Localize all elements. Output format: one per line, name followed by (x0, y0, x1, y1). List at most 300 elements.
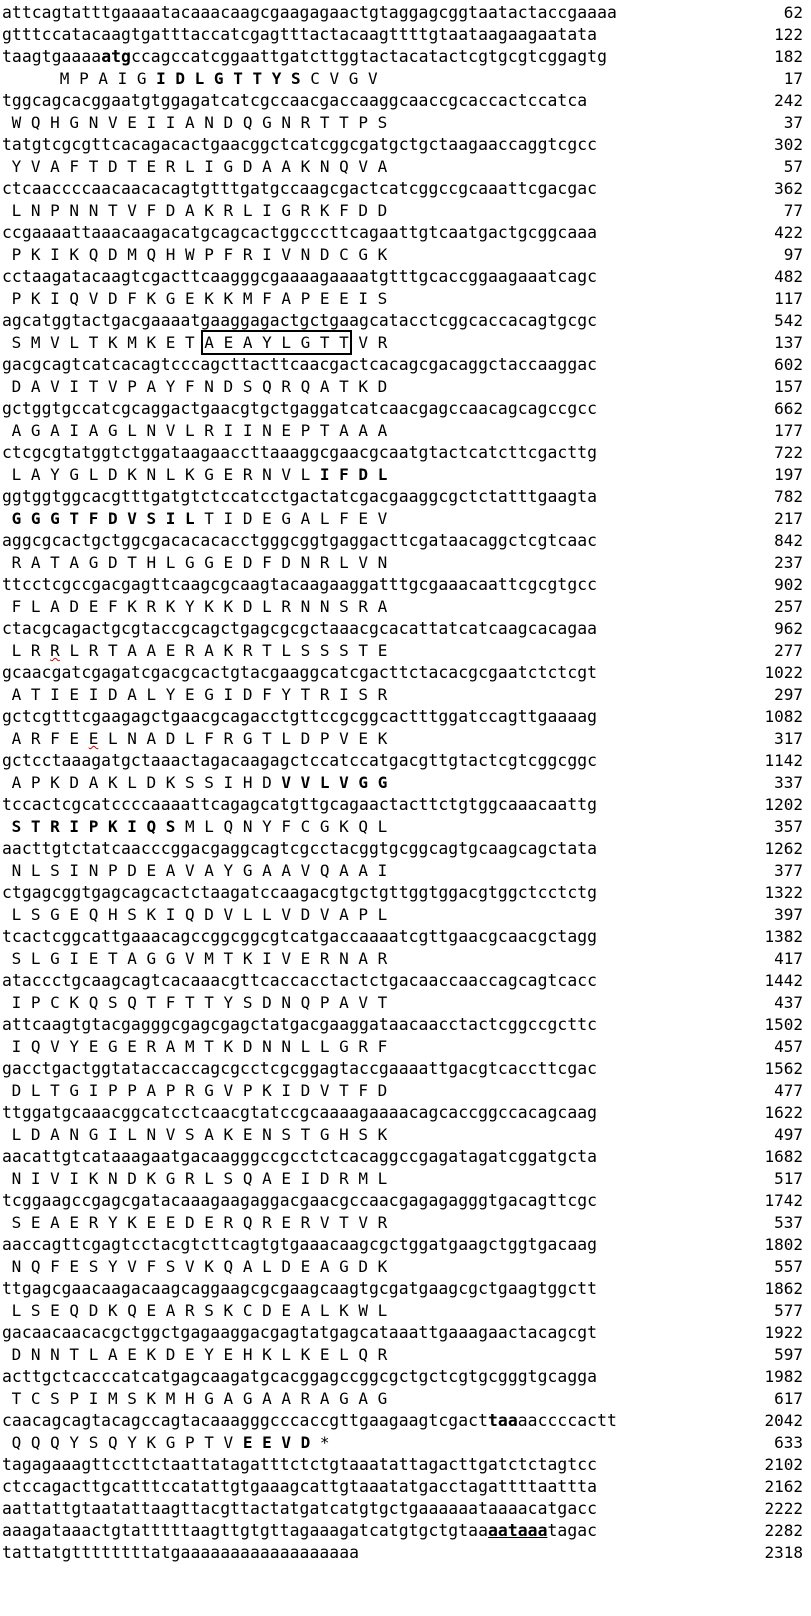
sequence-segment: ctcgcgtatggtctggataagaaccttaaaggcgaacgcaatgtactcatcttcgacttg (2, 443, 598, 462)
nucleotide-row (0, 134, 811, 156)
nucleotide-row (0, 46, 811, 68)
sequence-segment: T C S P I M S K M H G A G A A R A G A G (2, 1389, 388, 1408)
sequence-segment: S M V L T K M K E T (2, 333, 205, 352)
sequence-segment: S E A E R Y K E E D E R Q R E R V T V R (2, 1213, 388, 1232)
nucleotide-row (0, 882, 811, 904)
nucleotide-sequence (2, 3, 617, 22)
nucleotide-row (0, 178, 811, 200)
residue-position-number: 417 (774, 949, 803, 968)
sequence-segment: tcggaagccgagcgatacaaagaagaggacgaacgccaacgagagagggtgacagttcgc (2, 1191, 598, 1210)
nucleotide-row (0, 1014, 811, 1036)
nucleotide-sequence (2, 443, 597, 462)
residue-position-number: 237 (774, 553, 803, 572)
residue-position-number: 297 (774, 685, 803, 704)
nucleotide-position-number: 62 (783, 3, 803, 22)
amino-acid-sequence (2, 1257, 387, 1276)
sequence-segment: ctccagacttgcatttccatattgtgaaagcattgtaaatatgacctagattttaattta (2, 1477, 598, 1496)
sequence-segment: gacaacaacacgctggctgagaaggacgagtatgagcataaattgaaagaactacagcgt (2, 1323, 598, 1342)
amino-acid-sequence (2, 421, 387, 440)
sequence-segment: D A V I T V P A Y F N D S Q R Q A T K D (2, 377, 388, 396)
nucleotide-sequence (2, 1411, 617, 1430)
sequence-segment: M P A I G (2, 69, 157, 88)
nucleotide-position-number: 2282 (764, 1521, 803, 1540)
residue-position-number: 437 (774, 993, 803, 1012)
residue-position-number: 537 (774, 1213, 803, 1232)
amino-acid-row (0, 156, 811, 178)
sequence-segment-emphasized: taa (487, 1411, 518, 1430)
nucleotide-sequence (2, 575, 597, 594)
nucleotide-sequence (2, 91, 587, 110)
residue-position-number: 177 (774, 421, 803, 440)
nucleotide-sequence (2, 1147, 597, 1166)
sequence-segment: ttcctcgccgacgagttcaagcgcaagtacaagaaggatttgcgaaacaattcgcgtgcc (2, 575, 598, 594)
residue-position-number: 457 (774, 1037, 803, 1056)
nucleotide-position-number: 2102 (764, 1455, 803, 1474)
nucleotide-row (0, 706, 811, 728)
sequence-segment: gtttccatacaagtgatttaccatcgagtttactacaagttttgtaataagaagaatata (2, 25, 598, 44)
amino-acid-row (0, 728, 811, 750)
amino-acid-row (0, 1036, 811, 1058)
amino-acid-sequence (2, 465, 387, 484)
residue-position-number: 557 (774, 1257, 803, 1276)
amino-acid-sequence (2, 245, 387, 264)
nucleotide-sequence (2, 311, 597, 330)
sequence-segment: gcaacgatcgagatcgacgcactgtacgaaggcatcgacttctacacgcgaatctctcgt (2, 663, 598, 682)
amino-acid-sequence (2, 817, 387, 836)
sequence-segment: aacttgtctatcaacccggacgaggcagtcgcctacggtgcggcagtgcaagcagctata (2, 839, 598, 858)
nucleotide-row (0, 530, 811, 552)
amino-acid-sequence (2, 861, 387, 880)
sequence-segment: ctgagcggtgagcagcactctaagatccaagacgtgctgttggtggacgtggctcctctg (2, 883, 598, 902)
nucleotide-position-number: 842 (774, 531, 803, 550)
nucleotide-position-number: 1862 (764, 1279, 803, 1298)
nucleotide-sequence (2, 971, 597, 990)
amino-acid-row (0, 420, 811, 442)
nucleotide-sequence (2, 355, 597, 374)
residue-position-number: 57 (783, 157, 803, 176)
sequence-segment: A P K D A K L D K S S I H D (2, 773, 282, 792)
amino-acid-row (0, 684, 811, 706)
nucleotide-row (0, 926, 811, 948)
amino-acid-row (0, 904, 811, 926)
nucleotide-position-number: 1322 (764, 883, 803, 902)
sequence-segment-emphasized: I F D L (319, 465, 388, 484)
residue-position-number: 357 (774, 817, 803, 836)
nucleotide-position-number: 362 (774, 179, 803, 198)
nucleotide-sequence (2, 399, 597, 418)
sequence-segment-spellcheck-marked: E (88, 729, 99, 748)
sequence-segment: I P C K Q S Q T F T T Y S D N Q P A V T (2, 993, 388, 1012)
sequence-segment-emphasized: atg (101, 47, 131, 66)
residue-position-number: 197 (774, 465, 803, 484)
sequence-segment: P K I Q V D F K G E K K M F A P E E I S (2, 289, 388, 308)
sequence-segment: N I V I K N D K G R L S Q A E I D R M L (2, 1169, 388, 1188)
nucleotide-row (0, 1366, 811, 1388)
amino-acid-row (0, 508, 811, 530)
nucleotide-sequence (2, 1521, 597, 1540)
sequence-segment: tagac (547, 1521, 598, 1540)
amino-acid-sequence (2, 377, 387, 396)
nucleotide-position-number: 662 (774, 399, 803, 418)
amino-acid-row (0, 464, 811, 486)
amino-acid-row (0, 816, 811, 838)
sequence-segment-emphasized: G G G T F D V S I L (2, 509, 195, 528)
nucleotide-sequence (2, 487, 597, 506)
nucleotide-sequence (2, 1499, 597, 1518)
residue-position-number: 317 (774, 729, 803, 748)
nucleotide-row (0, 750, 811, 772)
nucleotide-sequence (2, 663, 597, 682)
nucleotide-position-number: 1502 (764, 1015, 803, 1034)
nucleotide-sequence (2, 1477, 597, 1496)
nucleotide-position-number: 302 (774, 135, 803, 154)
sequence-segment: Q Q Q Y S Q Y K G P T V (2, 1433, 243, 1452)
nucleotide-row (0, 1322, 811, 1344)
sequence-segment-emphasized: E E V D (242, 1433, 311, 1452)
nucleotide-row (0, 574, 811, 596)
sequence-segment: M L Q N Y F C G K Q L (175, 817, 388, 836)
nucleotide-row (0, 1476, 811, 1498)
amino-acid-sequence (2, 1345, 387, 1364)
nucleotide-row (0, 1190, 811, 1212)
nucleotide-row (0, 838, 811, 860)
amino-acid-row (0, 112, 811, 134)
nucleotide-sequence (2, 267, 597, 286)
sequence-segment-emphasized: aataaa (487, 1521, 548, 1540)
sequence-segment: aattattgtaatattaagttacgttactatgatcatgtgctgaaaaaataaaacatgacc (2, 1499, 598, 1518)
nucleotide-sequence (2, 25, 597, 44)
residue-position-number: 97 (783, 245, 803, 264)
nucleotide-position-number: 1022 (764, 663, 803, 682)
residue-position-number: 397 (774, 905, 803, 924)
nucleotide-position-number: 2042 (764, 1411, 803, 1430)
nucleotide-row (0, 662, 811, 684)
amino-acid-sequence (2, 597, 387, 616)
nucleotide-position-number: 1922 (764, 1323, 803, 1342)
sequence-segment: cctaagatacaagtcgacttcaagggcgaaaagaaaatgtttgcaccggaagaaatcagc (2, 267, 598, 286)
amino-acid-sequence (2, 1213, 387, 1232)
amino-acid-sequence (2, 333, 387, 352)
nucleotide-row (0, 1410, 811, 1432)
sequence-segment: R A T A G D T H L G G E D F D N R L V N (2, 553, 388, 572)
nucleotide-row (0, 1278, 811, 1300)
sequence-segment: taagtgaaaa (2, 47, 102, 66)
amino-acid-row (0, 860, 811, 882)
sequence-segment: N L S I N P D E A V A Y G A A V Q A A I (2, 861, 388, 880)
nucleotide-position-number: 1682 (764, 1147, 803, 1166)
nucleotide-position-number: 722 (774, 443, 803, 462)
nucleotide-sequence (2, 223, 597, 242)
amino-acid-row (0, 1124, 811, 1146)
sequence-segment: N Q F E S Y V F S V K Q A L D E A G D K (2, 1257, 388, 1276)
sequence-segment: tatgtcgcgttcacagacactgaacggctcatcggcgatgctgctaagaaccaggtcgcc (2, 135, 598, 154)
nucleotide-row (0, 1454, 811, 1476)
amino-acid-row (0, 1344, 811, 1366)
nucleotide-position-number: 1802 (764, 1235, 803, 1254)
nucleotide-row (0, 1542, 811, 1564)
amino-acid-row (0, 640, 811, 662)
nucleotide-position-number: 122 (774, 25, 803, 44)
nucleotide-sequence (2, 619, 597, 638)
nucleotide-row (0, 310, 811, 332)
amino-acid-sequence (2, 905, 387, 924)
nucleotide-position-number: 1082 (764, 707, 803, 726)
amino-acid-sequence (2, 1389, 387, 1408)
sequence-segment: L R T A A E R A K R T L S S S T E (59, 641, 388, 660)
amino-acid-sequence (2, 1169, 387, 1188)
amino-acid-row (0, 244, 811, 266)
nucleotide-position-number: 1202 (764, 795, 803, 814)
nucleotide-sequence (2, 1103, 597, 1122)
amino-acid-row (0, 596, 811, 618)
nucleotide-sequence (2, 795, 597, 814)
amino-acid-sequence (2, 1301, 387, 1320)
residue-position-number: 137 (774, 333, 803, 352)
sequence-segment: P K I K Q D M Q H W P F R I V N D C G K (2, 245, 388, 264)
sequence-segment: D L T G I P P A P R G V P K I D V T F D (2, 1081, 388, 1100)
nucleotide-sequence (2, 1323, 597, 1342)
amino-acid-sequence (2, 1037, 387, 1056)
sequence-segment: tcactcggcattgaaacagccggcggcgtcatgaccaaaatcgttgaacgcaacgctagg (2, 927, 598, 946)
sequence-segment: * (310, 1433, 330, 1452)
residue-position-number: 157 (774, 377, 803, 396)
amino-acid-sequence (2, 773, 387, 792)
sequence-segment: ctcaaccccaacaacacagtgtttgatgccaagcgactcatcggccgcaaattcgacgac (2, 179, 598, 198)
sequence-segment: L A Y G L D K N L K G E R N V L (2, 465, 320, 484)
residue-position-number: 257 (774, 597, 803, 616)
amino-acid-row (0, 1388, 811, 1410)
nucleotide-row (0, 486, 811, 508)
nucleotide-row (0, 970, 811, 992)
sequence-segment: gacgcagtcatcacagtcccagcttacttcaacgactcacagcgacaggctaccaaggac (2, 355, 598, 374)
amino-acid-row (0, 376, 811, 398)
sequence-segment: ccagccatcggaattgatcttggtactacatactcgtgcgtcggagtg (130, 47, 608, 66)
sequence-segment: ggtggtggcacgtttgatgtctccatcctgactatcgacgaaggcgctctatttgaagta (2, 487, 598, 506)
sequence-segment: L N P N N T V F D A K R L I G R K F D D (2, 201, 388, 220)
nucleotide-row (0, 1058, 811, 1080)
nucleotide-row (0, 1520, 811, 1542)
sequence-segment: ttggatgcaaacggcatcctcaacgtatccgcaaaagaaaacagcaccggccacagcaag (2, 1103, 598, 1122)
residue-position-number: 337 (774, 773, 803, 792)
nucleotide-sequence (2, 179, 597, 198)
nucleotide-sequence (2, 531, 597, 550)
sequence-segment: gctggtgccatcgcaggactgaacgtgctgaggatcatcaacgagccaacagcagccgcc (2, 399, 598, 418)
sequence-segment: C V G V (300, 69, 378, 88)
residue-position-number: 117 (774, 289, 803, 308)
sequence-segment: attcaagtgtacgagggcgagcgagctatgacgaaggataacaacctactcggccgcttc (2, 1015, 598, 1034)
amino-acid-sequence (2, 949, 387, 968)
amino-acid-sequence (2, 553, 387, 572)
nucleotide-position-number: 1982 (764, 1367, 803, 1386)
amino-acid-sequence (2, 1125, 387, 1144)
nucleotide-position-number: 902 (774, 575, 803, 594)
nucleotide-row (0, 354, 811, 376)
nucleotide-position-number: 1382 (764, 927, 803, 946)
sequence-segment: aaccagttcgagtcctacgtcttcagtgtgaaacaagcgctggatgaagctggtgacaag (2, 1235, 598, 1254)
sequence-segment: S L G I E T A G G V M T K I V E R N A R (2, 949, 388, 968)
sequence-segment: aggcgcactgctggcgacacacacctgggcggtgaggacttcgataacaggctcgtcaac (2, 531, 598, 550)
sequence-segment: L R (2, 641, 51, 660)
amino-acid-sequence (2, 201, 387, 220)
nucleotide-row (0, 1102, 811, 1124)
sequence-segment: aacattgtcataaagaatgacaagggccgcctctcacaggccgagatagatcggatgcta (2, 1147, 598, 1166)
amino-acid-row (0, 948, 811, 970)
sequence-segment-emphasized: V V L V G G (281, 773, 388, 792)
amino-acid-sequence (2, 289, 387, 308)
nucleotide-row (0, 618, 811, 640)
amino-acid-sequence (2, 509, 387, 528)
nucleotide-position-number: 2222 (764, 1499, 803, 1518)
amino-acid-sequence (2, 1433, 330, 1452)
nucleotide-sequence (2, 1059, 597, 1078)
nucleotide-position-number: 482 (774, 267, 803, 286)
amino-acid-row (0, 1080, 811, 1102)
amino-acid-sequence (2, 113, 387, 132)
nucleotide-row (0, 2, 811, 24)
sequence-segment: A T I E I D A L Y E G I D F Y T R I S R (2, 685, 388, 704)
amino-acid-row (0, 200, 811, 222)
residue-position-number: 633 (774, 1433, 803, 1452)
residue-position-number: 477 (774, 1081, 803, 1100)
sequence-segment: A R F E (2, 729, 89, 748)
nucleotide-sequence (2, 1235, 597, 1254)
sequence-segment: A G A I A G L N V L R I I N E P T A A A (2, 421, 388, 440)
sequence-segment: F L A D E F K R K Y K K D L R N N S R A (2, 597, 388, 616)
nucleotide-row (0, 794, 811, 816)
sequence-segment: gctcgtttcgaagagctgaacgcagacctgttccgcggcactttggatccagttgaaaag (2, 707, 598, 726)
nucleotide-sequence (2, 751, 597, 770)
nucleotide-position-number: 782 (774, 487, 803, 506)
nucleotide-row (0, 90, 811, 112)
sequence-segment: L D A N G I L N V S A K E N S T G H S K (2, 1125, 388, 1144)
residue-position-number: 577 (774, 1301, 803, 1320)
nucleotide-sequence (2, 1543, 359, 1562)
sequence-segment: tggcagcacggaatgtggagatcatcgccaacgaccaaggcaaccgcaccactccatca (2, 91, 588, 110)
nucleotide-position-number: 1442 (764, 971, 803, 990)
sequence-segment: ccgaaaattaaacaagacatgcagcactggcccttcagaattgtcaatgactgcggcaaa (2, 223, 598, 242)
nucleotide-sequence (2, 839, 597, 858)
sequence-segment-emphasized: S T R I P K I Q S (2, 817, 176, 836)
sequence-segment: tattatgttttttttatgaaaaaaaaaaaaaaaaaa (2, 1543, 360, 1562)
residue-position-number: 617 (774, 1389, 803, 1408)
nucleotide-sequence (2, 1191, 597, 1210)
nucleotide-sequence (2, 135, 597, 154)
sequence-segment: ttgagcgaacaagacaagcaggaagcgcgaagcaagtgcgatgaagcgctgaagtggctt (2, 1279, 598, 1298)
sequence-segment: Y V A F T D T E R L I G D A A K N Q V A (2, 157, 388, 176)
sequence-segment: gacctgactggtataccaccagcgcctcgcggagtaccgaaaattgacgtcaccttcgac (2, 1059, 598, 1078)
nucleotide-row (0, 398, 811, 420)
nucleotide-position-number: 602 (774, 355, 803, 374)
amino-acid-row (0, 1256, 811, 1278)
amino-acid-row (0, 772, 811, 794)
nucleotide-sequence (2, 47, 607, 66)
sequence-segment: W Q H G N V E I I A N D Q G N R T T P S (2, 113, 388, 132)
sequence-segment: V R (348, 333, 388, 352)
amino-acid-sequence (2, 685, 387, 704)
sequence-segment-emphasized: I D L G T T Y S (156, 69, 301, 88)
nucleotide-sequence (2, 1279, 597, 1298)
sequence-segment: D N N T L A E K D E Y E H K L K E L Q R (2, 1345, 388, 1364)
nucleotide-sequence (2, 927, 597, 946)
nucleotide-sequence (2, 707, 597, 726)
residue-position-number: 597 (774, 1345, 803, 1364)
nucleotide-position-number: 422 (774, 223, 803, 242)
residue-position-number: 517 (774, 1169, 803, 1188)
amino-acid-row (0, 288, 811, 310)
sequence-segment: aaagataaactgtatttttaagttgtgttagaaagatcatgtgctgtaa (2, 1521, 488, 1540)
nucleotide-row (0, 266, 811, 288)
nucleotide-sequence (2, 1455, 597, 1474)
residue-position-number: 217 (774, 509, 803, 528)
residue-position-number: 17 (783, 69, 803, 88)
sequence-segment: tagagaaagttccttctaattatagatttctctgtaaatattagacttgatctctagtcc (2, 1455, 598, 1474)
nucleotide-sequence (2, 883, 597, 902)
sequence-segment-spellcheck-marked: R (50, 641, 60, 660)
sequence-segment: L N A D L F R G T L D P V E K (98, 729, 388, 748)
nucleotide-position-number: 542 (774, 311, 803, 330)
residue-position-number: 277 (774, 641, 803, 660)
amino-acid-sequence (2, 69, 378, 88)
amino-acid-row (0, 552, 811, 574)
sequence-segment: gctcctaaagatgctaaactagacaagagctccatccatgacgttgtactcgtcggcggc (2, 751, 598, 770)
amino-acid-row (0, 1168, 811, 1190)
amino-acid-sequence (2, 1081, 387, 1100)
amino-acid-row (0, 1212, 811, 1234)
sequence-segment: I Q V Y E G E R A M T K D N N L L G R F (2, 1037, 388, 1056)
amino-acid-sequence (2, 993, 387, 1012)
nucleotide-position-number: 962 (774, 619, 803, 638)
residue-position-number: 497 (774, 1125, 803, 1144)
nucleotide-row (0, 1146, 811, 1168)
amino-acid-row (0, 992, 811, 1014)
sequence-segment-boxed: A E A Y L G T T (204, 333, 349, 352)
nucleotide-position-number: 1622 (764, 1103, 803, 1122)
nucleotide-position-number: 1142 (764, 751, 803, 770)
amino-acid-sequence (2, 641, 387, 660)
sequence-segment: L S G E Q H S K I Q D V L L V D V A P L (2, 905, 388, 924)
sequence-segment: tccactcgcatccccaaaattcagagcatgttgcagaactacttctgtggcaaacaattg (2, 795, 598, 814)
residue-position-number: 377 (774, 861, 803, 880)
nucleotide-row (0, 442, 811, 464)
amino-acid-row (0, 68, 811, 90)
nucleotide-row (0, 1234, 811, 1256)
nucleotide-position-number: 2318 (764, 1543, 803, 1562)
amino-acid-row (0, 1432, 811, 1454)
sequence-segment: L S E Q D K Q E A R S K C D E A L K W L (2, 1301, 388, 1320)
nucleotide-sequence (2, 1015, 597, 1034)
sequence-segment: acttgctcacccatcatgagcaagatgcacggagccggcgctgctcgtgcgggtgcagga (2, 1367, 598, 1386)
sequence-segment: T I D E G A L F E V (194, 509, 388, 528)
nucleotide-row (0, 24, 811, 46)
nucleotide-position-number: 2162 (764, 1477, 803, 1496)
amino-acid-sequence (2, 729, 387, 748)
residue-position-number: 77 (783, 201, 803, 220)
nucleotide-position-number: 1262 (764, 839, 803, 858)
nucleotide-row (0, 1498, 811, 1520)
nucleotide-sequence (2, 1367, 597, 1386)
sequence-segment: ctacgcagactgcgtaccgcagctgagcgcgctaaacgcacattatcatcaagcacagaa (2, 619, 598, 638)
amino-acid-row (0, 332, 811, 354)
nucleotide-position-number: 1562 (764, 1059, 803, 1078)
sequence-segment: caacagcagtacagccagtacaaagggcccaccgttgaagaagtcgact (2, 1411, 488, 1430)
residue-position-number: 37 (783, 113, 803, 132)
sequence-segment: ataccctgcaagcagtcacaaacgttcaccacctactctgacaaccaaccagcagtcacc (2, 971, 598, 990)
nucleotide-position-number: 182 (774, 47, 803, 66)
nucleotide-position-number: 1742 (764, 1191, 803, 1210)
amino-acid-sequence (2, 157, 387, 176)
amino-acid-row (0, 1300, 811, 1322)
sequence-segment: agcatggtactgacgaaaatgaaggagactgctgaagcatacctcggcaccacagtgcgc (2, 311, 598, 330)
